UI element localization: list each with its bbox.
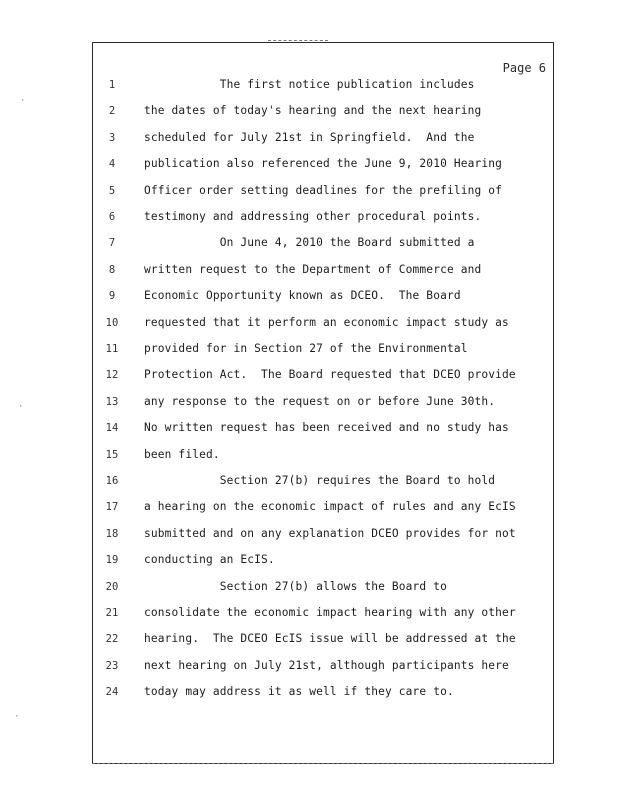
transcript-line: Section 27(b) requires the Board to hold xyxy=(144,474,496,487)
transcript-line: On June 4, 2010 the Board submitted a xyxy=(144,236,475,250)
line-number: 9 xyxy=(108,290,116,303)
line-number: 2 xyxy=(108,105,116,118)
transcript-line: scheduled for July 21st in Springfield. And the xyxy=(144,130,475,144)
transcript-line: today may address it as well if they care to. xyxy=(144,685,454,699)
transcript-line: Economic Opportunity known as DCEO. The Board xyxy=(144,289,461,303)
transcript-line: submitted and on any explanation DCEO provides for not xyxy=(144,526,516,540)
scan-speck: · xyxy=(14,712,20,722)
line-number: 17 xyxy=(105,501,119,514)
line-number: 1 xyxy=(108,79,116,91)
line-number: 5 xyxy=(108,184,116,197)
transcript-line: publication also referenced the June 9, 2010 Hearing xyxy=(144,157,503,171)
transcript-line: consolidate the economic impact hearing with any other xyxy=(144,606,516,619)
line-number: 21 xyxy=(105,607,119,619)
line-number: 19 xyxy=(105,554,119,567)
page-number: Page 6 xyxy=(502,61,546,75)
line-number: 6 xyxy=(108,211,116,223)
transcript-line: written request to the Department of Commerce and xyxy=(144,262,482,276)
line-number: 13 xyxy=(105,395,119,408)
line-number: 14 xyxy=(105,422,119,435)
line-number: 20 xyxy=(105,580,119,593)
transcript-line: next hearing on July 21st, although participants here xyxy=(144,658,509,672)
transcript-line: a hearing on the economic impact of rules and any EcIS xyxy=(144,500,516,514)
line-number: 12 xyxy=(105,369,119,382)
scan-speck: · xyxy=(18,402,24,412)
line-number: 8 xyxy=(108,263,116,276)
line-number: 24 xyxy=(105,686,119,699)
transcript-line: been filed. xyxy=(144,447,220,461)
transcript-line: hearing. The DCEO EcIS issue will be addressed at the xyxy=(144,632,516,646)
bottom-rule xyxy=(92,763,554,766)
transcript-line: the dates of today's hearing and the next hearing xyxy=(144,104,482,118)
line-number: 15 xyxy=(105,448,119,461)
transcript-line: Section 27(b) allows the Board to xyxy=(144,579,447,593)
line-number: 11 xyxy=(105,343,119,355)
transcript-line: testimony and addressing other procedural points. xyxy=(144,210,482,223)
transcript-line: Officer order setting deadlines for the prefiling of xyxy=(144,183,503,197)
line-number: 3 xyxy=(108,131,116,144)
line-number: 23 xyxy=(105,659,119,672)
transcript-line: No written request has been received and no study has xyxy=(144,421,509,435)
transcript-line: requested that it perform an economic impact study as xyxy=(144,315,509,329)
transcript-line: provided for in Section 27 of the Environmental xyxy=(144,342,468,355)
transcript-line: The first notice publication includes xyxy=(144,78,475,91)
line-number: 18 xyxy=(105,527,119,540)
transcript-line: conducting an EcIS. xyxy=(144,553,275,567)
line-number: 7 xyxy=(108,237,116,250)
transcript-line: any response to the request on or before June 30th. xyxy=(144,394,496,408)
line-number: 22 xyxy=(105,633,119,646)
scan-speck: · xyxy=(20,96,26,106)
transcript-line: Protection Act. The Board requested that DCEO provide xyxy=(144,368,516,382)
line-number: 16 xyxy=(105,475,119,487)
line-number: 10 xyxy=(105,316,119,329)
line-number: 4 xyxy=(108,158,116,171)
